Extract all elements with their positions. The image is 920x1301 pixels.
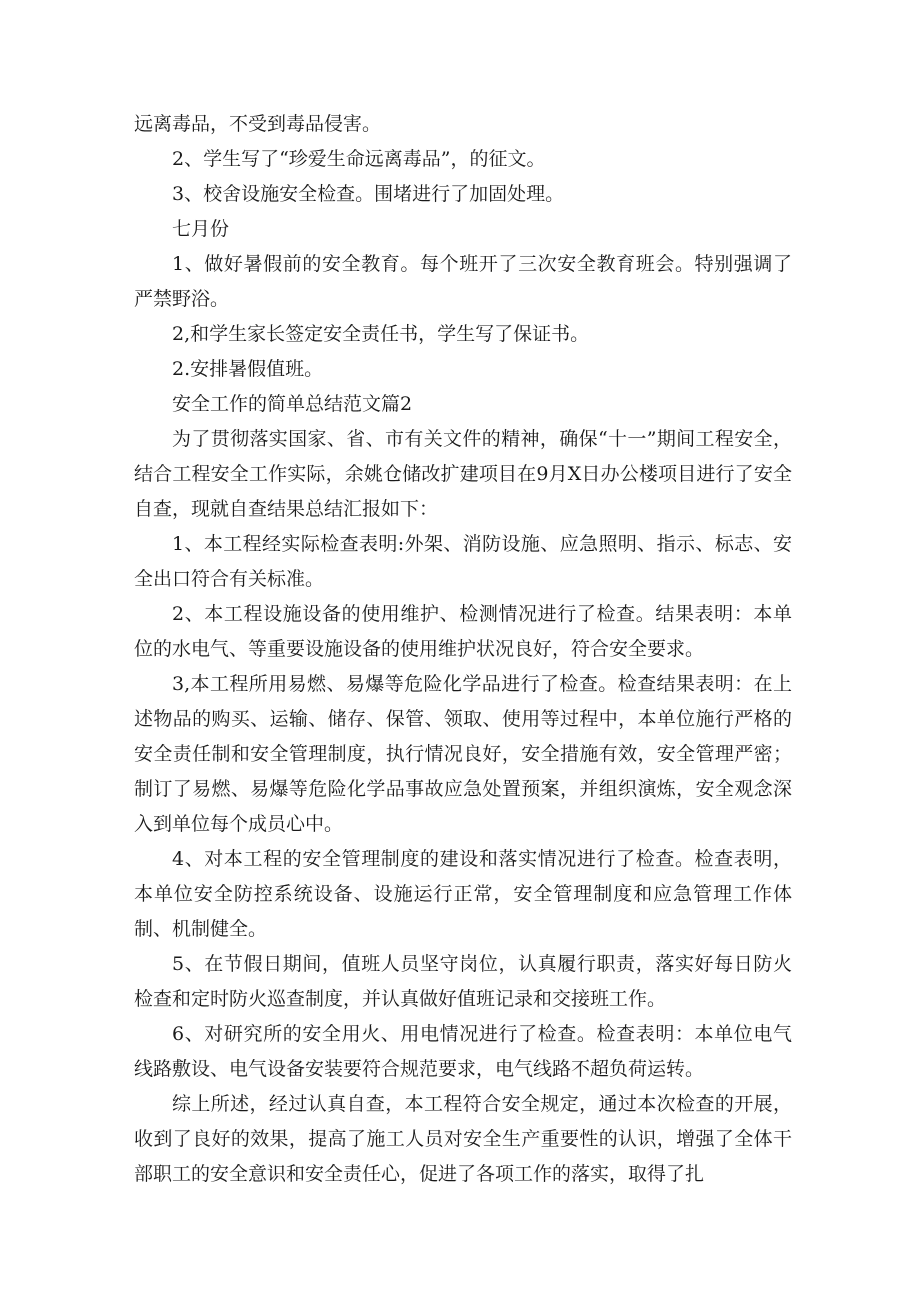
paragraph-continuation: 远离毒品，不受到毒品侵害。 xyxy=(134,113,382,135)
paragraph-intro: 为了贯彻落实国家、省、市有关文件的精神，确保“十一”期间工程安全，结合工程安全工作实际，余姚仓储改扩建项目在9月X日办公楼项目进行了安全自查，现就自查结果总结汇报如下： xyxy=(134,428,792,520)
paragraph-item: 2、本工程设施设备的使用维护、检测情况进行了检查。结果表明：本单位的水电气、等重要设施设备的使用维护状况良好，符合安全要求。 xyxy=(134,603,792,660)
section-heading-july: 七月份 xyxy=(172,218,230,240)
article-title: 安全工作的简单总结范文篇2 xyxy=(172,393,413,415)
paragraph-item: 5、在节假日期间，值班人员坚守岗位，认真履行职责，落实好每日防火检查和定时防火巡查制度，并认真做好值班记录和交接班工作。 xyxy=(134,953,792,1010)
paragraph-item: 1、做好暑假前的安全教育。每个班开了三次安全教育班会。特别强调了严禁野浴。 xyxy=(134,253,792,310)
paragraph-conclusion: 综上所述，经过认真自查，本工程符合安全规定，通过本次检查的开展，收到了良好的效果，提高了施工人员对安全生产重要性的认识，增强了全体干部职工的安全意识和安全责任心，促进了各项工作的落实，取得了扎 xyxy=(134,1093,792,1185)
paragraph-item: 6、对研究所的安全用火、用电情况进行了检查。检查表明：本单位电气线路敷设、电气设备安装要符合规范要求，电气线路不超负荷运转。 xyxy=(134,1023,792,1080)
paragraph-item: 3、校舍设施安全检查。围堵进行了加固处理。 xyxy=(172,183,565,205)
paragraph-item: 2,和学生家长签定安全责任书，学生写了保证书。 xyxy=(172,323,590,345)
paragraph-item: 2.安排暑假值班。 xyxy=(172,358,324,380)
paragraph-item: 3,本工程所用易燃、易爆等危险化学品进行了检查。检查结果表明：在上述物品的购买、运输、储存、保管、领取、使用等过程中，本单位施行严格的安全责任制和安全管理制度，执行情况良好，安全措施有效，安全管理严密；制订了易燃、易爆等危险化学品事故应急处置预案，并组织演炼，安全观念深入到单位每个成员心中。 xyxy=(134,673,792,835)
paragraph-item: 1、本工程经实际检查表明:外架、消防设施、应急照明、指示、标志、安全出口符合有关标准。 xyxy=(134,533,792,590)
paragraph-item: 4、对本工程的安全管理制度的建设和落实情况进行了检查。检查表明，本单位安全防控系统设备、设施运行正常，安全管理制度和应急管理工作体制、机制健全。 xyxy=(134,848,792,940)
paragraph-item: 2、学生写了“珍爱生命远离毒品”，的征文。 xyxy=(172,148,546,170)
